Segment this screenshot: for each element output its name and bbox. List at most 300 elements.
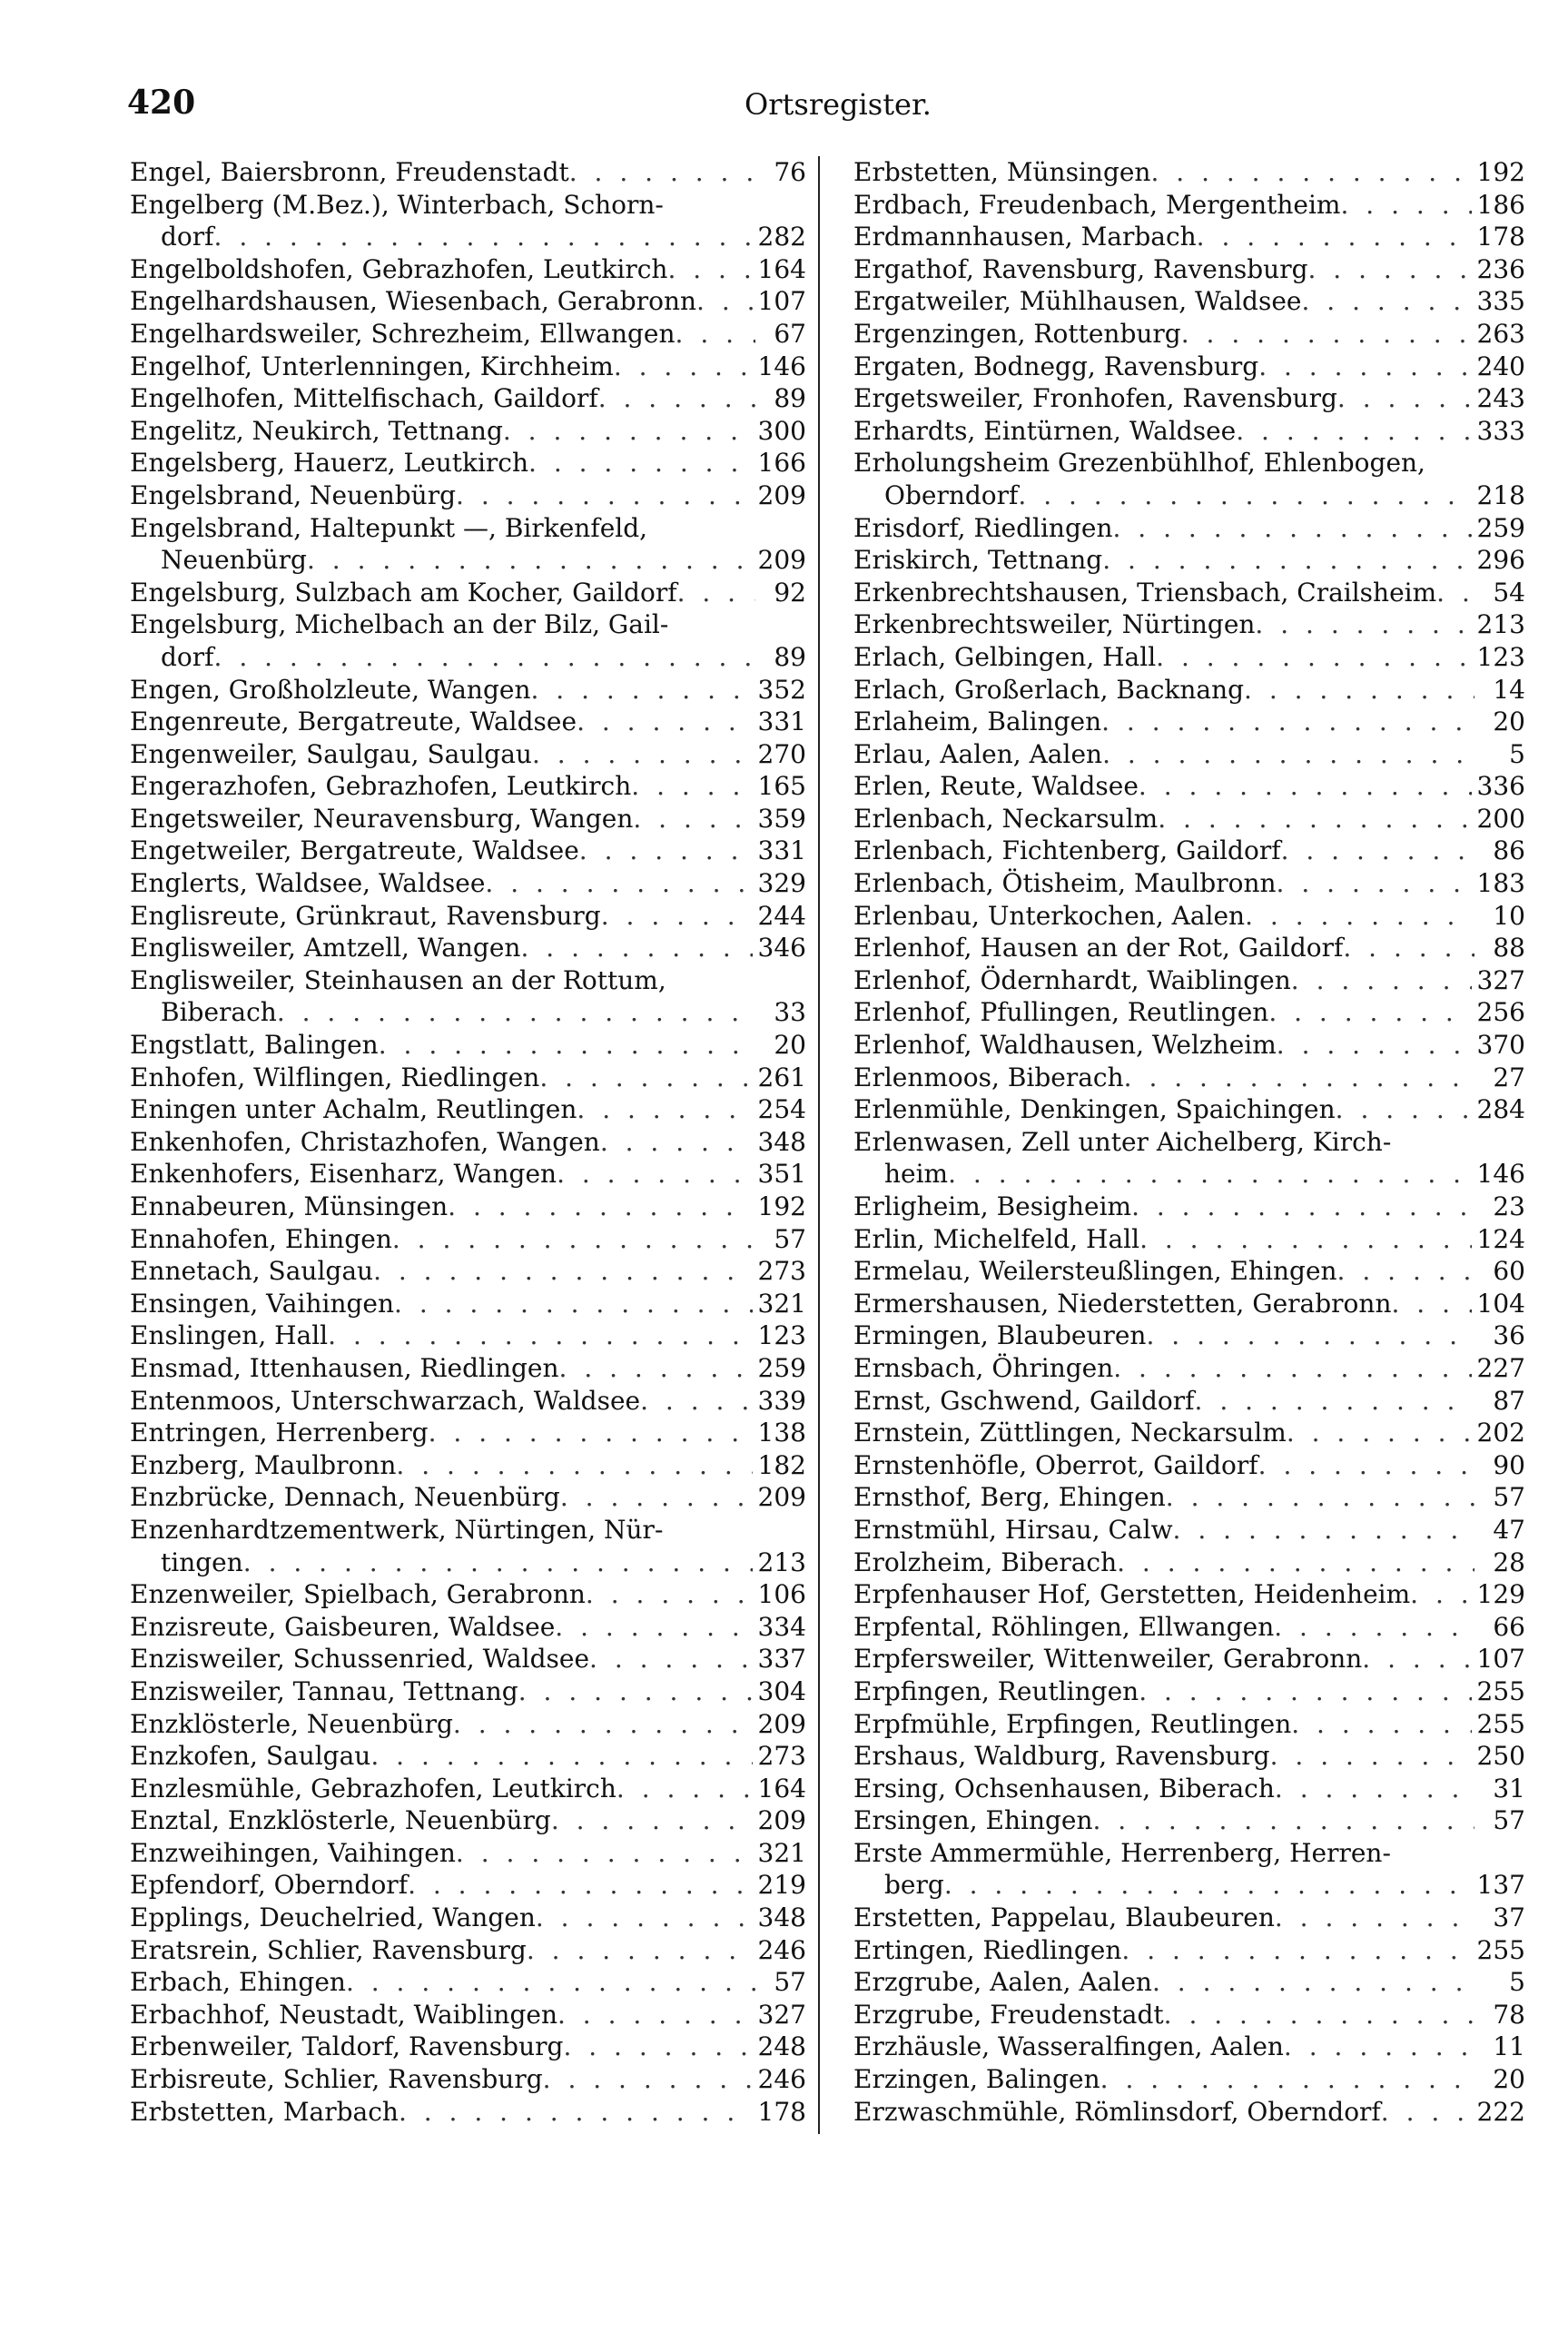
entry-page: 218 [1476, 479, 1525, 510]
index-entry [130, 1675, 806, 1708]
leader-dots [1101, 706, 1474, 738]
leader-dots [563, 2031, 752, 2063]
entry-page: 256 [1476, 997, 1525, 1028]
entry-page: 123 [757, 1320, 806, 1351]
entry-line [130, 1934, 806, 1967]
entry-page: 250 [1476, 1741, 1525, 1772]
entry-page: 209 [757, 1805, 806, 1836]
entry-page: 327 [757, 1999, 806, 2030]
leader-dots [1277, 867, 1472, 900]
entry-name: Ergaten, Bodnegg, Ravensburg [853, 351, 1259, 381]
entry-page: 213 [757, 1547, 806, 1577]
entry-name: Erpfental, Röhlingen, Ellwangen [853, 1611, 1275, 1642]
entry-line [130, 1675, 806, 1708]
leader-dots [601, 900, 753, 933]
entry-page: 186 [1476, 189, 1525, 220]
entry-line [130, 156, 806, 189]
leader-dots [586, 1578, 753, 1611]
entry-line [853, 382, 1525, 415]
entry-name: Engelhardsweiler, Schrezheim, Ellwangen [130, 318, 676, 349]
entry-name: Englisweiler, Steinhausen an der Rottum, [130, 964, 666, 995]
entry-name: Engelberg (M.Bez.), Winterbach, Schorn- [130, 189, 664, 220]
entry-page: 90 [1493, 1449, 1525, 1480]
leader-dots [1244, 674, 1474, 707]
entry-page: 146 [1476, 1159, 1525, 1190]
leader-dots [1124, 1062, 1474, 1094]
entry-name: Engen, Großholzleute, Wangen [130, 674, 531, 705]
entry-line [130, 253, 806, 286]
entry-line [853, 770, 1525, 803]
entry-line [853, 415, 1525, 448]
leader-dots [243, 1547, 753, 1579]
entry-page: 146 [757, 351, 806, 381]
entry-page: 346 [757, 933, 806, 964]
entry-line [130, 1869, 806, 1902]
entry-line [853, 2063, 1525, 2096]
index-entry [130, 382, 806, 415]
entry-line [130, 964, 806, 997]
entry-line [130, 1804, 806, 1837]
leader-dots [429, 1417, 753, 1449]
leader-dots [560, 1481, 753, 1514]
entry-name: Engenreute, Bergatreute, Waldsee [130, 707, 577, 737]
entry-name: Engerazhofen, Gebrazhofen, Leutkirch [130, 771, 632, 802]
leader-dots [1113, 1352, 1471, 1385]
entry-line [130, 770, 806, 803]
leader-dots [557, 1158, 752, 1191]
leader-dots [1410, 1578, 1471, 1611]
leader-dots [598, 382, 755, 415]
entry-name: Engel, Baiersbronn, Freudenstadt [130, 157, 569, 187]
leader-dots [1146, 1319, 1474, 1352]
entry-page: 107 [1476, 1644, 1525, 1675]
entry-line [853, 1352, 1525, 1385]
entry-page: 123 [1476, 641, 1525, 672]
index-entry [853, 351, 1525, 383]
entry-name-continued: dorf [161, 641, 214, 672]
leader-dots [1100, 2063, 1474, 2096]
entry-line [853, 189, 1525, 222]
entry-name: Englerts, Waldsee, Waldsee [130, 868, 486, 899]
page-number: 420 [127, 84, 196, 122]
entry-page: 178 [1476, 222, 1525, 252]
entry-line [130, 415, 806, 448]
leader-dots [1301, 285, 1471, 318]
entry-name: Enkenhofers, Eisenharz, Wangen [130, 1159, 557, 1190]
index-entry [853, 415, 1525, 448]
entry-page: 86 [1493, 835, 1525, 866]
index-entry [130, 189, 806, 253]
index-entry [130, 1740, 806, 1773]
index-entry [853, 1191, 1525, 1223]
entry-line [130, 2096, 806, 2129]
leader-dots [543, 2063, 753, 2096]
index-entry [853, 1449, 1525, 1482]
entry-page: 11 [1493, 2031, 1525, 2062]
entry-line [853, 1708, 1525, 1741]
entry-page: 244 [757, 900, 806, 931]
entry-line [130, 1417, 806, 1449]
entry-name: Enzbrücke, Dennach, Neuenbürg [130, 1482, 560, 1513]
index-entry [853, 1902, 1525, 1934]
leader-dots [1195, 1385, 1474, 1418]
entry-name: Engelsberg, Hauerz, Leutkirch [130, 448, 529, 479]
entry-line [853, 1869, 1525, 1902]
index-entry [130, 770, 806, 803]
entry-page: 304 [757, 1675, 806, 1706]
entry-line [853, 1093, 1525, 1126]
entry-page: 348 [757, 1902, 806, 1933]
index-entry [130, 1319, 806, 1352]
leader-dots [328, 1319, 752, 1352]
leader-dots [1093, 1804, 1475, 1837]
index-entry [853, 1029, 1525, 1062]
entry-name: Ernstmühl, Hirsau, Calw [853, 1514, 1173, 1545]
leader-dots [1245, 900, 1474, 933]
entry-page: 192 [1476, 157, 1525, 187]
entry-page: 87 [1493, 1385, 1525, 1416]
entry-page: 337 [757, 1644, 806, 1675]
leader-dots [539, 1062, 752, 1094]
leader-dots [1308, 253, 1472, 286]
leader-dots [373, 1255, 752, 1288]
leader-dots [1156, 641, 1471, 674]
leader-dots [577, 1093, 752, 1126]
leader-dots [1139, 1223, 1471, 1256]
leader-dots [532, 738, 753, 771]
entry-name: Engetweiler, Bergatreute, Waldsee [130, 835, 579, 866]
index-entry [130, 253, 806, 286]
entry-name: Epfendorf, Oberndorf [130, 1870, 409, 1901]
entry-name: Entringen, Herrenberg [130, 1418, 429, 1448]
entry-page: 166 [757, 448, 806, 479]
entry-page: 300 [757, 415, 806, 446]
entry-page: 124 [1476, 1223, 1525, 1254]
index-entry [130, 447, 806, 479]
index-entry [853, 1934, 1525, 1967]
entry-page: 222 [1476, 2096, 1525, 2127]
entry-name: Engelsburg, Sulzbach am Kocher, Gaildorf [130, 577, 677, 608]
leader-dots [456, 1837, 753, 1870]
index-entry [853, 641, 1525, 674]
leader-dots [503, 415, 753, 448]
index-entry [130, 1643, 806, 1675]
entry-page: 10 [1493, 900, 1525, 931]
entry-page: 240 [1476, 351, 1525, 381]
entry-name-continued: Neuenbürg [161, 545, 307, 576]
leader-dots [1277, 1029, 1472, 1062]
entry-page: 57 [1493, 1805, 1525, 1836]
entry-name: Ernsthof, Berg, Ehingen [853, 1482, 1166, 1513]
entry-name: Ermelau, Weilersteußlingen, Ehingen [853, 1256, 1337, 1287]
entry-line [853, 738, 1525, 771]
entry-line [130, 1352, 806, 1385]
leader-dots [1281, 835, 1474, 867]
entry-name: Erlenbau, Unterkochen, Aalen [853, 900, 1246, 931]
entry-page: 339 [757, 1385, 806, 1416]
index-entry [853, 770, 1525, 803]
entry-name: Erlen, Reute, Waldsee [853, 771, 1139, 802]
index-entry [130, 1611, 806, 1644]
index-entry [853, 1966, 1525, 1999]
leader-dots [696, 285, 753, 318]
entry-name: Erligheim, Besigheim [853, 1191, 1132, 1221]
entry-name: Enzklösterle, Neuenbürg [130, 1708, 453, 1739]
entry-line [853, 447, 1525, 479]
entry-page: 92 [774, 577, 806, 608]
entry-line [853, 1449, 1525, 1482]
leader-dots [1291, 964, 1472, 997]
index-entry [853, 512, 1525, 545]
entry-line [130, 738, 806, 771]
entry-line [130, 382, 806, 415]
entry-name-continued: Biberach [161, 997, 277, 1028]
entry-page: 88 [1493, 933, 1525, 964]
entry-name: Ergatweiler, Mühlhausen, Waldsee [853, 286, 1302, 317]
index-entry [853, 544, 1525, 577]
leader-dots [1164, 1999, 1474, 2031]
leader-dots [456, 479, 753, 512]
entry-line [130, 1902, 806, 1934]
entry-page: 5 [1509, 738, 1525, 769]
entry-name: Erbisreute, Schlier, Ravensburg [130, 2064, 543, 2095]
entry-line [130, 932, 806, 964]
entry-name: Enslingen, Hall [130, 1320, 329, 1351]
entry-page: 137 [1476, 1870, 1525, 1901]
index-entry [130, 1158, 806, 1191]
leader-dots [1340, 189, 1471, 222]
entry-line [130, 900, 806, 933]
entry-name: Engelhardshausen, Wiesenbach, Gerabronn [130, 286, 697, 317]
entry-line [130, 1126, 806, 1159]
index-entry [130, 415, 806, 448]
index-entry [853, 1255, 1525, 1288]
leader-dots [1139, 770, 1472, 803]
entry-name: Enzenhardtzementwerk, Nürtingen, Nür- [130, 1514, 664, 1545]
index-entry [130, 1804, 806, 1837]
leader-dots [1181, 318, 1472, 351]
entry-page: 273 [757, 1741, 806, 1772]
entry-line [853, 577, 1525, 609]
entry-line [130, 608, 806, 641]
entry-name: Engenweiler, Saulgau, Saulgau [130, 738, 532, 769]
entry-name: Erlach, Großerlach, Backnang [853, 674, 1245, 705]
index-entry [853, 1837, 1525, 1902]
entry-line [130, 1966, 806, 1999]
entry-page: 31 [1493, 1773, 1525, 1804]
leader-dots [1121, 1934, 1471, 1967]
index-entry [130, 1062, 806, 1094]
index-entry [130, 2031, 806, 2063]
leader-dots [527, 1934, 753, 1967]
entry-page: 334 [757, 1611, 806, 1642]
leader-dots [1018, 479, 1471, 512]
entry-page: 138 [757, 1418, 806, 1448]
entry-page: 20 [1493, 2064, 1525, 2095]
entry-page: 273 [757, 1256, 806, 1287]
index-entry [853, 835, 1525, 867]
entry-line [130, 1481, 806, 1514]
entry-name: Erkenbrechtsweiler, Nürtingen [853, 609, 1256, 640]
entry-line [130, 512, 806, 545]
entry-line [853, 318, 1525, 351]
entry-page: 209 [757, 545, 806, 576]
entry-name: Erbstetten, Marbach [130, 2096, 399, 2127]
leader-dots [1337, 1255, 1474, 1288]
entry-line [853, 1675, 1525, 1708]
entry-name-continued: tingen [161, 1547, 243, 1577]
entry-page: 336 [1476, 771, 1525, 802]
entry-line [130, 706, 806, 738]
entry-line [853, 156, 1525, 189]
running-title: Ortsregister. [745, 87, 932, 122]
leader-dots [1117, 1547, 1474, 1579]
index-entry [130, 1288, 806, 1320]
index-entry [130, 1773, 806, 1805]
leader-dots [307, 544, 753, 577]
entry-name: Enkenhofen, Christazhofen, Wangen [130, 1126, 600, 1157]
entry-line [130, 189, 806, 222]
entry-page: 89 [774, 383, 806, 414]
leader-dots [1197, 221, 1472, 253]
entry-line [130, 1093, 806, 1126]
entry-line [130, 1514, 806, 1547]
index-entry [130, 1578, 806, 1611]
leader-dots [1139, 1675, 1471, 1708]
index-entry [853, 867, 1525, 900]
entry-name: Englisreute, Grünkraut, Ravensburg [130, 900, 601, 931]
leader-dots [1275, 1902, 1474, 1934]
entry-name: Erlenmoos, Biberach [853, 1062, 1124, 1092]
entry-name: Ersing, Ochsenhausen, Biberach [853, 1773, 1275, 1804]
entry-page: 236 [1476, 253, 1525, 284]
entry-name: Erpfingen, Reutlingen [853, 1675, 1139, 1706]
entry-page: 259 [1476, 512, 1525, 543]
entry-line [130, 1643, 806, 1675]
entry-line [130, 1385, 806, 1418]
entry-line [130, 1999, 806, 2031]
entry-line [130, 351, 806, 383]
entry-page: 5 [1509, 1967, 1525, 1998]
index-entry [853, 1319, 1525, 1352]
leader-dots [577, 706, 752, 738]
index-entry [853, 577, 1525, 609]
entry-page: 37 [1493, 1902, 1525, 1933]
index-entry [130, 738, 806, 771]
index-entry [853, 706, 1525, 738]
index-entry [853, 1126, 1525, 1191]
index-entry [130, 1223, 806, 1256]
entry-line [853, 1578, 1525, 1611]
entry-line [853, 1029, 1525, 1062]
entry-line [853, 285, 1525, 318]
index-entry [853, 1514, 1525, 1547]
index-entry [130, 2096, 806, 2129]
leader-dots [1258, 1449, 1474, 1482]
entry-line [853, 1255, 1525, 1288]
entry-name: Enzweihingen, Vaihingen [130, 1837, 456, 1868]
entry-line [130, 285, 806, 318]
index-entry [130, 318, 806, 351]
index-entry [130, 674, 806, 707]
leader-dots [1173, 1514, 1474, 1547]
entry-page: 165 [757, 771, 806, 802]
entry-page: 335 [1476, 286, 1525, 317]
entry-name: Ershaus, Waldburg, Ravensburg [853, 1741, 1270, 1772]
entry-line [853, 835, 1525, 867]
entry-name: Ernstein, Züttlingen, Neckarsulm [853, 1418, 1287, 1448]
entry-line [853, 641, 1525, 674]
index-entry [130, 1385, 806, 1418]
entry-line [130, 1708, 806, 1741]
entry-line [853, 1999, 1525, 2031]
index-entry [130, 1417, 806, 1449]
index-entry [853, 156, 1525, 189]
index-entry [853, 447, 1525, 511]
index-entry [853, 738, 1525, 771]
entry-name: Enzberg, Maulbronn [130, 1449, 397, 1480]
leader-dots [379, 1029, 755, 1062]
entry-page: 89 [774, 641, 806, 672]
entry-page: 20 [774, 1030, 806, 1061]
leader-dots [1362, 1643, 1471, 1675]
index-entry [853, 1578, 1525, 1611]
entry-name: Ermingen, Blaubeuren [853, 1320, 1147, 1351]
entry-page: 106 [757, 1579, 806, 1610]
entry-line [130, 1223, 806, 1256]
leader-dots [557, 1999, 753, 2031]
leader-dots [1150, 156, 1471, 189]
entry-line [130, 1773, 806, 1805]
leader-dots [518, 1675, 753, 1708]
leader-dots [453, 1708, 753, 1741]
leader-dots [640, 1385, 752, 1418]
entry-page: 23 [1493, 1191, 1525, 1221]
entry-line [130, 674, 806, 707]
entry-line [130, 1547, 806, 1579]
index-entry [853, 1804, 1525, 1837]
entry-line [853, 1385, 1525, 1418]
entry-page: 254 [757, 1094, 806, 1125]
entry-line [130, 641, 806, 674]
index-entry [853, 1481, 1525, 1514]
entry-name: Ertingen, Riedlingen [853, 1934, 1122, 1965]
leader-dots [559, 1352, 753, 1385]
leader-dots [1112, 512, 1471, 545]
leader-dots [569, 156, 755, 189]
index-entry [130, 706, 806, 738]
leader-dots [600, 1126, 753, 1159]
entry-page: 255 [1476, 1675, 1525, 1706]
index-entry [130, 1708, 806, 1741]
entry-name: Ennahofen, Ehingen [130, 1223, 392, 1254]
entry-page: 209 [757, 1482, 806, 1513]
entry-page: 227 [1476, 1352, 1525, 1383]
entry-name: Eningen unter Achalm, Reutlingen [130, 1094, 577, 1125]
entry-line [130, 1062, 806, 1094]
leader-dots [1274, 1611, 1474, 1644]
index-entry [853, 1611, 1525, 1644]
entry-name: Ersingen, Ehingen [853, 1805, 1093, 1836]
entry-line [130, 803, 806, 835]
leader-dots [579, 835, 753, 867]
entry-page: 192 [757, 1191, 806, 1221]
index-entry [853, 1352, 1525, 1385]
index-entry [130, 932, 806, 964]
entry-page: 348 [757, 1126, 806, 1157]
entry-name: Enzlesmühle, Gebrazhofen, Leutkirch [130, 1773, 616, 1804]
entry-page: 104 [1476, 1288, 1525, 1319]
